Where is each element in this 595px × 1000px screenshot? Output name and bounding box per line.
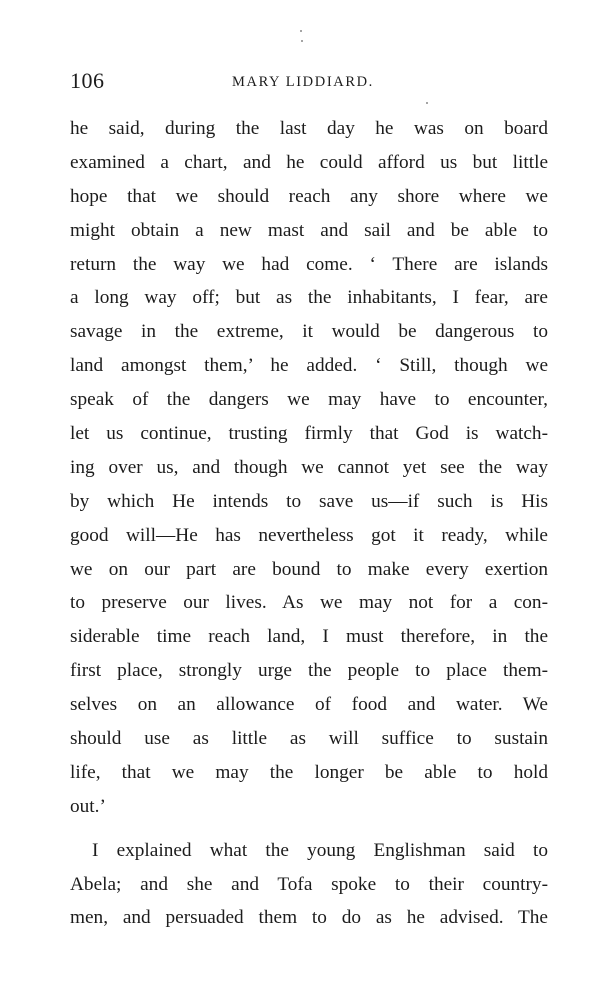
text-line: return the way we had come. ‘ There are islands <box>70 253 548 275</box>
text-line: let us continue, trusting firmly that God is watch- <box>70 423 548 445</box>
paragraph-2 <box>70 834 548 936</box>
body-text <box>70 112 548 935</box>
text-line: hope that we should reach any shore where we <box>70 185 548 207</box>
text-line: out.’ <box>70 795 106 817</box>
running-head: MARY LIDDIARD. <box>232 74 374 90</box>
paragraph-1 <box>70 112 548 824</box>
text-line: I explained what the young Englishman said to <box>92 839 548 861</box>
text-line: Abela; and she and Tofa spoke to their country- <box>70 873 548 895</box>
text-line: men, and persuaded them to do as he advised. The <box>70 907 548 929</box>
paragraph-gap <box>70 824 548 834</box>
text-line: life, that we may the longer be able to hold <box>70 761 548 783</box>
page-header <box>70 68 548 98</box>
text-line: ing over us, and though we cannot yet see the way <box>70 456 548 478</box>
page-number: 106 <box>70 68 105 93</box>
text-line: might obtain a new mast and sail and be able to <box>70 219 548 241</box>
text-line: by which He intends to save us—if such is His <box>70 490 548 512</box>
text-line: a long way off; but as the inhabitants, I fear, are <box>70 287 548 309</box>
text-line: selves on an allowance of food and water. We <box>70 694 548 716</box>
text-line: we on our part are bound to make every exertion <box>70 558 548 580</box>
text-line: first place, strongly urge the people to place them- <box>70 660 548 682</box>
text-line: good will—He has nevertheless got it ready, while <box>70 524 548 546</box>
print-speck <box>300 30 302 32</box>
text-line: examined a chart, and he could afford us but little <box>70 151 548 173</box>
print-speck <box>301 40 303 42</box>
print-speck <box>426 102 428 104</box>
text-line: should use as little as will suffice to sustain <box>70 728 548 750</box>
text-line: he said, during the last day he was on board <box>70 118 548 139</box>
text-line: siderable time reach land, I must therefore, in the <box>70 626 548 648</box>
text-line: to preserve our lives. As we may not for a con- <box>70 592 548 614</box>
text-line: savage in the extreme, it would be dangerous to <box>70 321 548 343</box>
text-line: speak of the dangers we may have to encounter, <box>70 389 548 411</box>
text-line: land amongst them,’ he added. ‘ Still, though we <box>70 355 548 377</box>
